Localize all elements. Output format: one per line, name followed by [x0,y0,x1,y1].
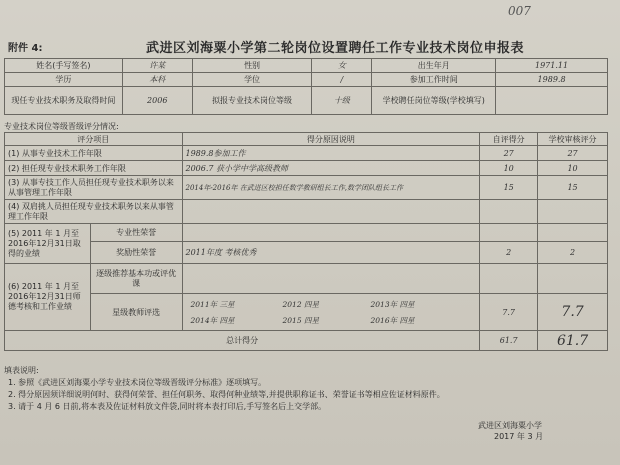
basic-label: 逐级推荐基本功或评优课 [90,264,182,294]
gender-value: 女 [312,59,372,73]
section-label: 专业技术岗位等级晋级评分情况: [4,122,119,131]
degree-value: / [312,73,372,87]
name-label: 姓名(手写签名) [5,59,123,73]
apply-level-label: 拟报专业技术岗位等级 [192,87,312,115]
header-item: 评分项目 [5,133,183,146]
score-table [4,132,608,351]
sign-date: 2017 年 3 月 [494,432,544,441]
reward-self: 2 [480,242,538,264]
header-reason: 得分原因说明 [182,133,480,146]
total-label: 总计得分 [5,331,480,351]
note-item: 1. 参照《武进区刘海粟小学专业技术岗位等级晋级评分标准》逐项填写。 [8,378,267,387]
apply-level-value: 十级 [312,87,372,115]
professional-self [480,224,538,242]
gender-label: 性别 [192,59,312,73]
professional-school [538,224,608,242]
star-line: 2012 四星 [282,300,319,309]
group6-label: (6) 2011 年 1 月至 2016年12月31日师德考核和工作业绩 [5,264,91,331]
total-school: 61.7 [538,331,608,351]
row-reason: 2006.7 获小学中学高级教师 [182,161,480,176]
row-school: 27 [538,146,608,161]
score-row [5,146,608,161]
star-reason [182,294,480,331]
basic-school [538,264,608,294]
star-line: 2014年 四星 [190,316,235,325]
row-school: 10 [538,161,608,176]
group6-row-star [5,294,608,331]
reward-label: 奖励性荣誉 [90,242,182,264]
star-school: 7.7 [538,294,608,331]
row-reason: 1989.8参加工作 [182,146,480,161]
degree-label: 学位 [192,73,312,87]
current-title-value: 2006 [122,87,192,115]
birth-value: 1971.11 [496,59,608,73]
row-item: (3) 从事专技工作人员担任现专业技术职务以来从事管理工作年限 [5,176,183,200]
star-line: 2013年 四星 [370,300,415,309]
school-level-label: 学校聘任岗位等级(学校填写) [372,87,496,115]
info-row-2 [5,73,608,87]
header-self: 自评得分 [480,133,538,146]
corner-page-mark: 007 [508,4,531,18]
row-school [538,200,608,224]
total-self: 61.7 [480,331,538,351]
reward-reason: 2011年度 考核优秀 [182,242,480,264]
reward-school: 2 [538,242,608,264]
school-level-value [496,87,608,115]
row-self: 15 [480,176,538,200]
star-line: 2011年 三星 [190,300,235,309]
star-line: 2016年 四星 [370,316,415,325]
work-start-value: 1989.8 [496,73,608,87]
group5-label: (5) 2011 年 1 月至 2016年12月31日取得的业绩 [5,224,91,264]
row-item: (1) 从事专业技术工作年限 [5,146,183,161]
attachment-label: 附件 4: [8,43,43,54]
info-row-3 [5,87,608,115]
star-line: 2015 四星 [282,316,319,325]
notes-heading: 填表说明: [4,366,39,375]
group6-row-basic [5,264,608,294]
birth-label: 出生年月 [372,59,496,73]
info-row-1 [5,59,608,73]
notes [4,365,445,413]
basic-self [480,264,538,294]
professional-label: 专业性荣誉 [90,224,182,242]
score-header-row [5,133,608,146]
score-row [5,200,608,224]
basic-reason [182,264,480,294]
page-title: 武进区刘海粟小学第二轮岗位设置聘任工作专业技术岗位申报表 [146,41,525,56]
education-label: 学历 [5,73,123,87]
group5-row-reward [5,242,608,264]
work-start-label: 参加工作时间 [372,73,496,87]
row-self [480,200,538,224]
note-item: 3. 请于 4 月 6 日前,将本表及佐证材料放文件袋,同时将本表打印后,手写签名后上交学部。 [8,402,327,411]
score-row [5,161,608,176]
row-reason: 2014年-2016年 在武进区校担任数学教研组长工作,数学团队组长工作 [182,176,480,200]
row-school: 15 [538,176,608,200]
sign-school: 武进区刘海粟小学 [478,421,542,430]
applicant-info-table [4,58,608,115]
name-value: 许某 [122,59,192,73]
row-item: (4) 双肩挑人员担任现专业技术职务以来从事管理工作年限 [5,200,183,224]
score-row [5,176,608,200]
row-item: (2) 担任现专业技术职务工作年限 [5,161,183,176]
education-value: 本科 [122,73,192,87]
professional-reason [182,224,480,242]
current-title-label: 现任专业技术职务及取得时间 [5,87,123,115]
star-label: 星级教师评选 [90,294,182,331]
note-item: 2. 得分原因须详细说明何时、获得何荣誉、担任何职务、取得何种业绩等,并提供职称证书、荣誉证书等相应佐证材料原件。 [8,390,445,399]
row-self: 27 [480,146,538,161]
header-school: 学校审核评分 [538,133,608,146]
star-self: 7.7 [480,294,538,331]
group5-row-professional [5,224,608,242]
row-self: 10 [480,161,538,176]
total-row [5,331,608,351]
title-row [6,35,606,57]
row-reason [182,200,480,224]
